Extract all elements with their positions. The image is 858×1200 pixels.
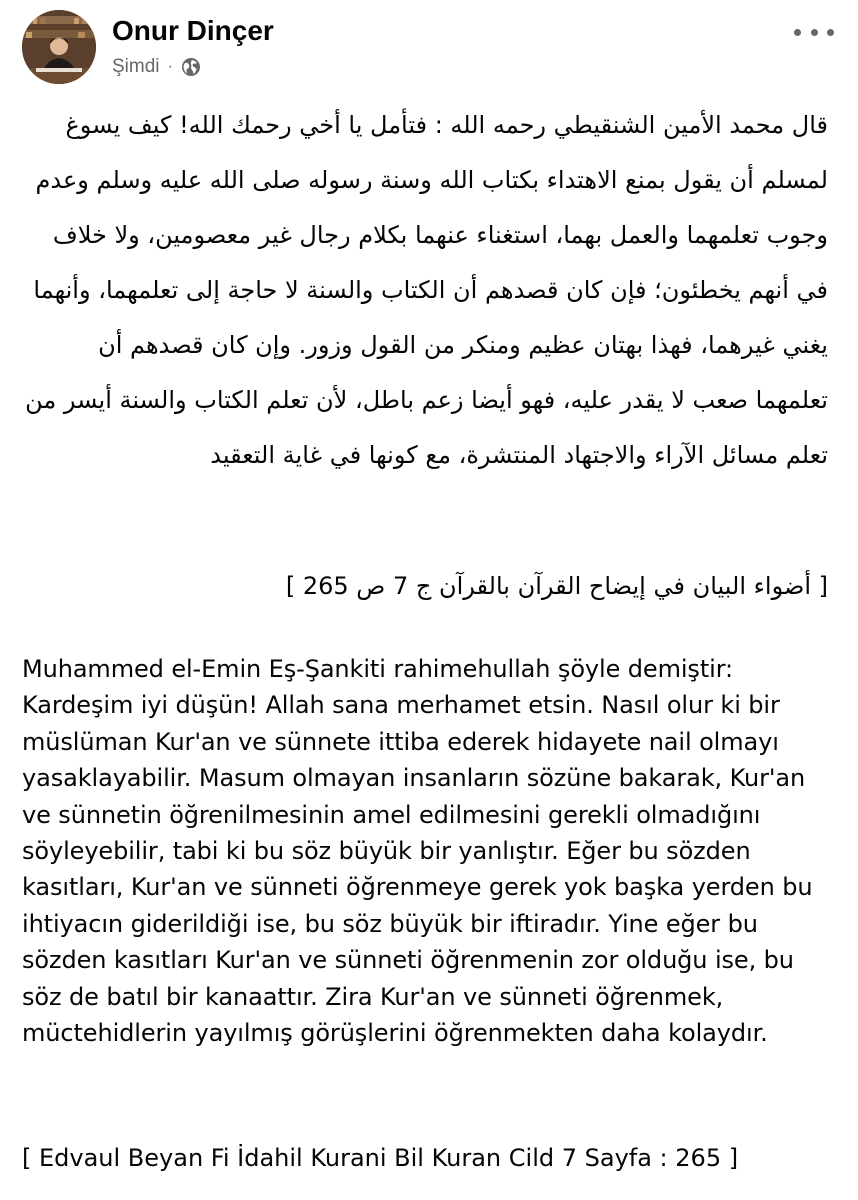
more-dot [827,29,834,36]
more-dot [794,29,801,36]
more-options-icon[interactable] [794,18,834,46]
more-dot [811,29,818,36]
turkish-translation: Muhammed el-Emin Eş-Şankiti rahimehullah şöyle demiştir: Kardeşim iyi düşün! Allah sana merhamet etsin. Nasıl olur ki bir müslüman Kur'an ve sünnete ittiba ederek hidayete nail olmayı yasaklayabilir. Masum olmayan insanların sözüne bakarak, Kur'an ve sünnetin öğrenilmesinin amel edilmesini gerekli olmadığını söyleyebilir, tabi ki bu söz büyük bir yanlıştır. Eğer bu sözden kasıtları, Kur'an ve sünneti öğrenmeye gerek yok başka yerden bu ihtiyacın giderildiği ise, bu söz büyük bir iftiradır. Yine eğer bu sözden kasıtları Kur'an ve sünneti öğrenmenin zor olduğu ise, bu söz de batıl bir kanaattır. Zira Kur'an ve sünneti öğrenmek, müctehidlerin yayılmış görüşlerini öğrenmekten daha kolaydır. [22,655,813,1048]
post-header [22,10,836,86]
meta-separator: · [167,58,173,75]
arabic-quote: قال محمد الأمين الشنقيطي رحمه الله : فتأمل يا أخي رحمك الله! كيف يسوغ لمسلم أن يقول بمنع الاهتداء بكتاب الله وسنة رسوله صلى الله عليه وسلم وعدم وجوب تعلمهما والعمل بهما، استغناء عنهما بكلام رجال غير معصومين، ولا خلاف في أنهم يخطئون؛ فإن كان قصدهم أن الكتاب والسنة لا حاجة إلى تعلمهما، وأنهما يغني غيرهما، فهذا بهتان عظيم ومنكر من القول وزور. وإن كان قصدهم أن تعلمهما صعب لا يقدر عليه، فهو أيضا زعم باطل، لأن تعلم الكتاب والسنة أيسر من تعلم مسائل الآراء والاجتهاد المنتشرة، مع كونها في غاية التعقيد [25,111,828,469]
avatar-image [22,10,96,84]
arabic-reference: [ أضواء البيان في إيضاح القرآن بالقرآن ج 7 ص 265 ] [285,572,828,600]
author-name[interactable]: Onur Dinçer [112,15,274,46]
globe-icon[interactable] [181,57,201,77]
post-time[interactable]: Şimdi [112,56,160,77]
avatar[interactable] [22,10,96,84]
turkish-reference: [ Edvaul Beyan Fi İdahil Kurani Bil Kuran Cild 7 Sayfa : 265 ] [22,1144,739,1172]
post-meta [112,54,201,80]
